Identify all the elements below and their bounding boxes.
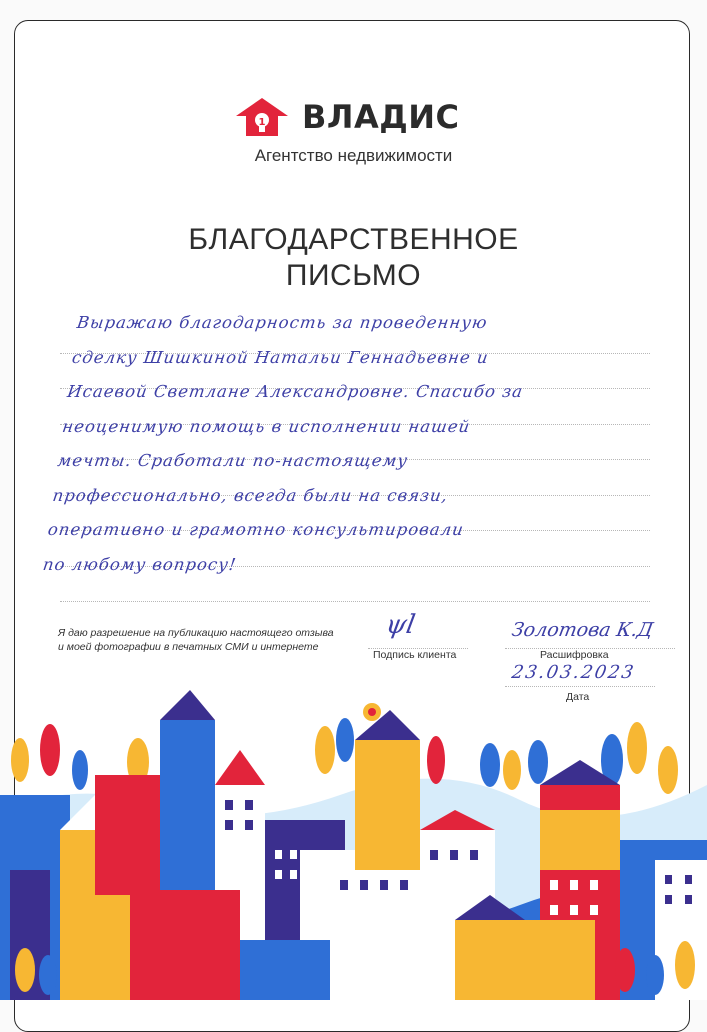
client-signature-label: Подпись клиента: [373, 649, 457, 661]
city-illustration: [0, 690, 707, 1000]
letter-line: мечты. Сработали по-настоящему: [56, 451, 410, 470]
brand-name: ВЛАДИС: [302, 98, 460, 136]
letter-line: Исаевой Светлане Александровне. Спасибо за: [66, 382, 525, 401]
letter-line: по любому вопросу!: [41, 554, 238, 574]
brand-tagline: Агентство недвижимости: [254, 146, 453, 165]
title-line-2: ПИСЬМО: [285, 259, 422, 292]
letter-line: неоценимую помощь в исполнении нашей: [61, 416, 472, 436]
letter-line: профессионально, всегда были на связи,: [51, 485, 450, 505]
date-label: Дата: [566, 691, 590, 703]
letter-line: оперативно и грамотно консультировали: [46, 520, 466, 539]
consent-text: [58, 626, 334, 654]
handwritten-letter: [41, 306, 680, 582]
letter-line: сделку Шишкиной Натальи Геннадьевне и: [70, 347, 491, 367]
decode-label: Расшифровка: [540, 649, 609, 661]
title-line-1: БЛАГОДАРСТВЕННОЕ: [188, 223, 519, 256]
letter-line: Выражаю благодарность за проведенную: [75, 313, 489, 332]
consent-line-1: Я даю разрешение на публикацию настоящего отзыва: [58, 627, 334, 639]
client-signature: ψl: [383, 610, 418, 640]
date-line: [505, 686, 655, 687]
document-title: [0, 222, 707, 294]
date-value: 23.03.2023: [510, 662, 637, 683]
svg-text:1: 1: [258, 117, 266, 128]
decode-value: Золотова К.Д: [510, 619, 655, 641]
consent-line-2: и моей фотографии в печатных СМИ и интернете: [58, 641, 319, 653]
